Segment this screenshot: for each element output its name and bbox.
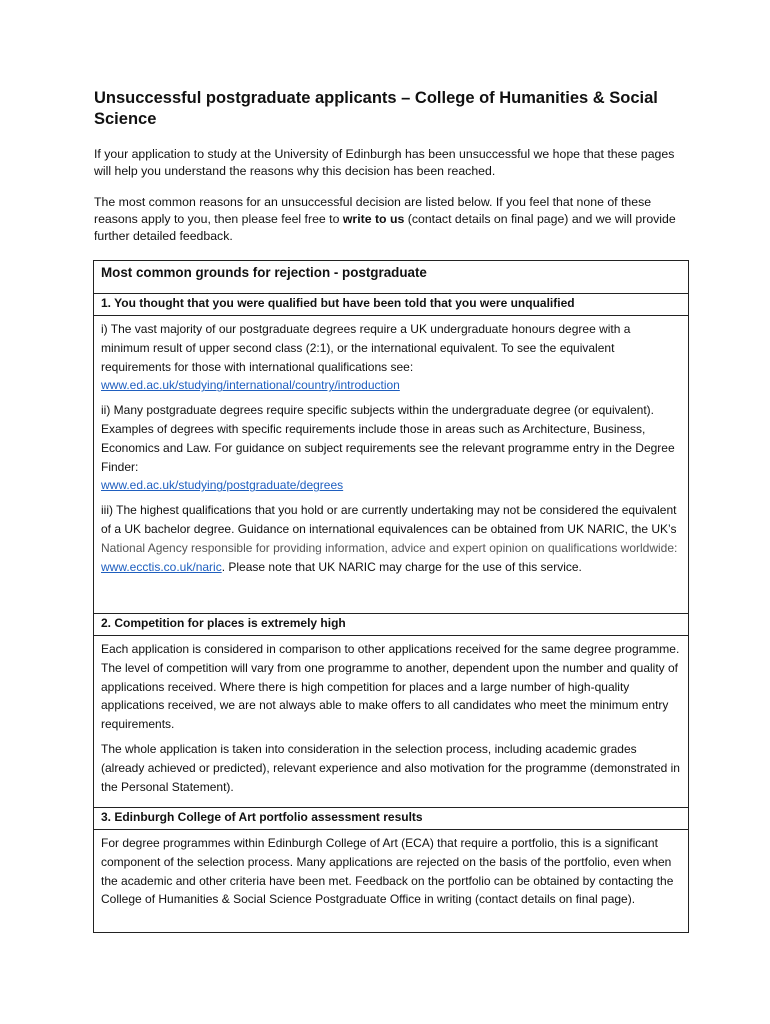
intro-paragraph-2 [94,194,694,245]
international-introduction-link[interactable]: www.ed.ac.uk/studying/international/country/introduction [101,378,400,393]
section-2-body [94,636,688,808]
section-1-heading: 1. You thought that you were qualified but have been told that you were unqualified [94,294,688,316]
section-1-p2-text: ii) Many postgraduate degrees require specific subjects within the undergraduate degree (or equivalent). Examples of degrees with specific requirements include those in areas such as Architecture, Business, Economics and Law. For guidance on subject requirements see the relevant programme entry in the Degree Finder: [101,403,675,474]
intro-paragraph-1: If your application to study at the University of Edinburgh has been unsuccessful we hope that these pages will help you understand the reasons why this decision has been reached. [94,147,675,178]
naric-link[interactable]: www.ecctis.co.uk/naric [101,559,222,574]
intro-p2-after: (contact details on final page) and we will provide further detailed feedback. [94,212,676,243]
section-2-paragraph-2: The whole application is taken into consideration in the selection process, including academic grades (already achieved or predicted), relevant experience and also motivation for the programme (demonstrated in the Personal Statement). [101,741,680,794]
section-1-p3-b: . Please note that UK NARIC may charge for the use of this service. [221,559,582,574]
intro-p2-before: The most common reasons for an unsuccessful decision are listed below. If you feel that none of these reasons apply to you, then please feel free to [94,195,652,226]
rejection-grounds-table [93,260,689,933]
postgraduate-degrees-link[interactable]: www.ed.ac.uk/studying/postgraduate/degrees [101,478,344,493]
section-3-body [94,830,688,932]
section-1-p1-text: i) The vast majority of our postgraduate degrees require a UK undergraduate honours degree with a minimum result of upper second class (2:1), or the international equivalent. To see the equivalent requirements for those with international qualifications see: [101,322,631,374]
section-1-paragraph-2 [101,401,681,495]
section-2-paragraph-1: Each application is considered in comparison to other applications received for the same degree programme. The level of competition will vary from one programme to another, dependent upon the number and quality of applications received. Where there is high competition for places and a large number of high-quality applications received, we are not always able to make offers to all candidates who meet the minimum entry requirements. [101,642,680,732]
section-1-p3-grey: National Agency responsible for providing information, advice and expert opinion on qualifications worldwide: [101,540,678,555]
section-1-p3-a: iii) The highest qualifications that you hold or are currently undertaking may not be considered the equivalent of a UK bachelor degree. Guidance on international equivalences can be obtained from UK NARIC, the UK’s [101,503,677,536]
section-3-paragraph-1: For degree programmes within Edinburgh College of Art (ECA) that require a portfolio, this is a significant component of the selection process. Many applications are rejected on the basis of the portfolio, even when the academic and other criteria have been met. Feedback on the portfolio can be obtained by contacting the College of Humanities & Social Science Postgraduate Office in writing (contact details on final page). [101,836,674,907]
section-1-paragraph-1 [101,320,681,395]
write-to-us-text: write to us [342,212,405,226]
section-1-body [94,316,688,614]
page-title: Unsuccessful postgraduate applicants – College of Humanities & Social Science [94,89,658,128]
section-2-heading: 2. Competition for places is extremely high [94,614,688,636]
table-heading: Most common grounds for rejection - postgraduate [94,261,688,294]
section-3-heading: 3. Edinburgh College of Art portfolio assessment results [94,808,688,830]
section-1-paragraph-3 [101,501,681,576]
